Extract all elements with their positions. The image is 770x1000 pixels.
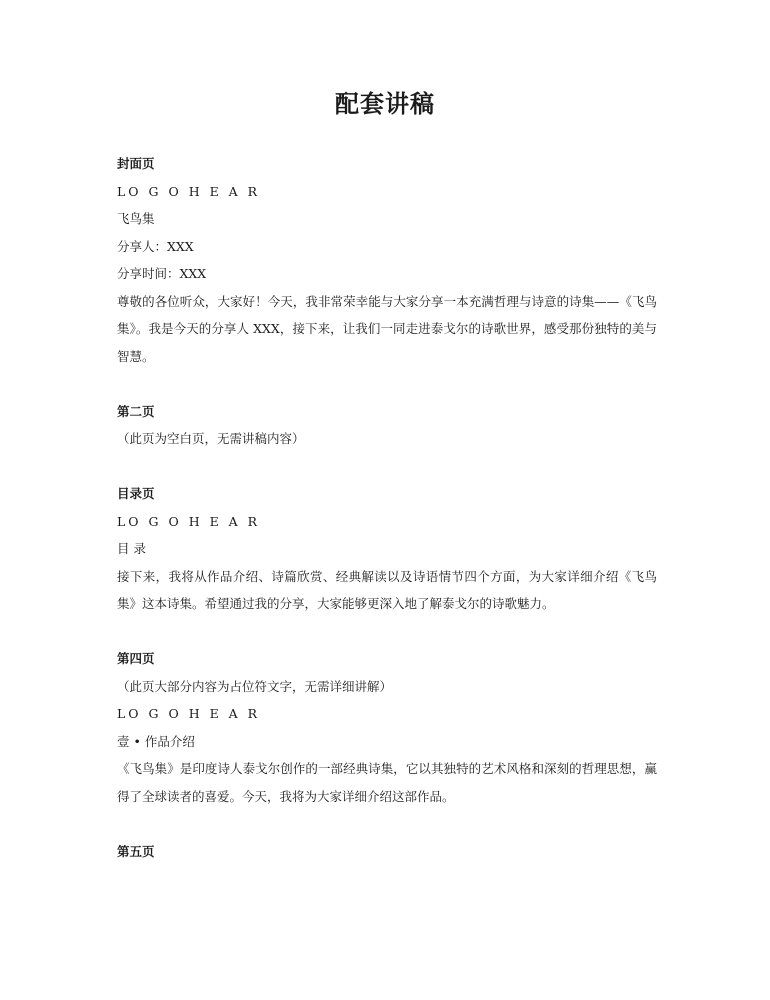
presenter-line: 分享人：XXX (117, 238, 194, 254)
section-heading: 第四页 (117, 651, 155, 666)
section-spacer (117, 453, 657, 481)
section-heading: 目录页 (117, 486, 155, 501)
document-title: 配套讲稿 (335, 89, 435, 118)
section-heading: 第二页 (117, 403, 155, 419)
time-line: 分享时间：XXX (117, 266, 207, 281)
document-body (117, 150, 657, 865)
speech-paragraph: 《飞鸟集》是印度诗人泰戈尔创作的一部经典诗集，它以其独特的艺术风格和深刻的哲理思想，赢得了全球读者的喜爱。今天，我将为大家详细介绍这部作品。 (117, 761, 657, 804)
section-heading: 第五页 (117, 843, 155, 859)
logo-placeholder-text: LO G O H E A R (117, 513, 261, 529)
section-toc (117, 480, 657, 618)
section-note: （此页大部分内容为占位符文字，无需详细讲解） (117, 678, 393, 694)
toc-label: 目 录 (117, 541, 146, 556)
section-page-4 (117, 645, 657, 810)
book-title: 飞鸟集 (117, 211, 155, 226)
speech-paragraph: 尊敬的各位听众，大家好！今天，我非常荣幸能与大家分享一本充满哲理与诗意的诗集——《飞鸟集》。我是今天的分享人 XXX，接下来，让我们一同走进泰戈尔的诗歌世界，感受那份独特的美与智慧。 (117, 293, 657, 364)
section-cover (117, 150, 657, 370)
section-page-2 (117, 398, 657, 453)
logo-placeholder-text: LO G O H E A R (117, 706, 261, 721)
section-subtitle: 壹 • 作品介绍 (117, 733, 195, 749)
section-spacer (117, 370, 657, 398)
speech-paragraph: 接下来，我将从作品介绍、诗篇欣赏、经典解读以及诗语情节四个方面，为大家详细介绍《飞鸟集》这本诗集。希望通过我的分享，大家能够更深入地了解泰戈尔的诗歌魅力。 (117, 568, 657, 611)
logo-placeholder-text: LO G O H E A R (117, 183, 261, 199)
section-spacer (117, 618, 657, 646)
section-heading: 封面页 (117, 156, 155, 171)
section-spacer (117, 810, 657, 838)
section-page-5 (117, 838, 657, 866)
section-note: （此页为空白页，无需讲稿内容） (117, 431, 305, 446)
